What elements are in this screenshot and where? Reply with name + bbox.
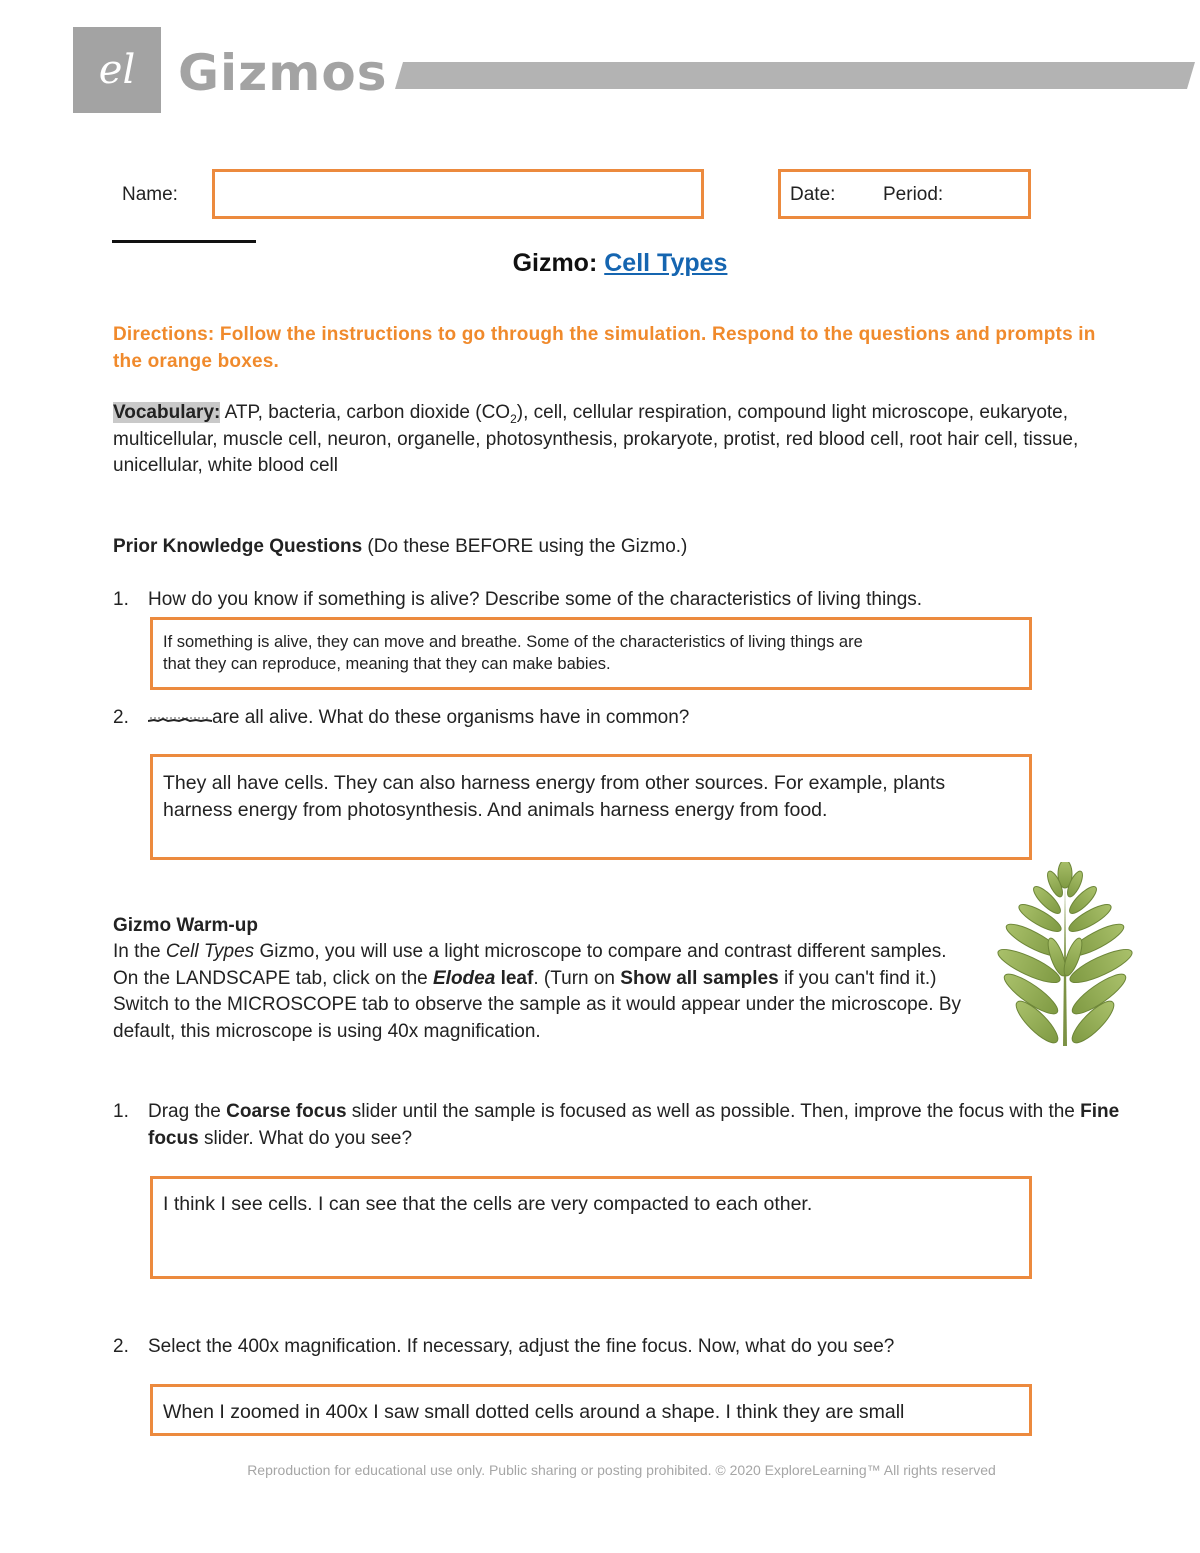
- subscript: 2: [510, 411, 517, 426]
- footer-copyright: Reproduction for educational use only. Public sharing or posting prohibited. © 2020 ExploreLearning™ All rights reserved: [247, 1462, 996, 1478]
- q-bold: Coarse focus: [226, 1101, 347, 1122]
- prior-knowledge-heading: [113, 534, 687, 561]
- intro-italic: Cell Types: [165, 941, 255, 962]
- brand-name: Gizmos: [178, 44, 388, 102]
- question-number: 2.: [113, 707, 129, 728]
- warmup-heading: Gizmo Warm-up: [113, 915, 258, 936]
- name-label: Name:: [122, 184, 178, 205]
- vocabulary-text: ATP, bacteria, carbon dioxide (CO: [220, 402, 511, 423]
- name-field[interactable]: [212, 169, 704, 219]
- answer-text: I think I see cells. I can see that the cells are very compacted to each other.: [163, 1193, 813, 1215]
- prior-heading-bold: Prior Knowledge Questions: [113, 536, 363, 557]
- intro-bold: leaf: [495, 967, 534, 989]
- intro-bold-italic: Elodea: [433, 967, 496, 989]
- q-text: slider until the sample is focused as well as possible. Then, improve the focus with the: [346, 1101, 1081, 1122]
- cell-types-link[interactable]: Cell Types: [604, 249, 728, 277]
- header-bar: [395, 62, 1195, 89]
- answer-box[interactable]: [150, 1176, 1032, 1279]
- vocabulary-label: Vocabulary:: [113, 402, 221, 423]
- date-label: Date:: [790, 184, 836, 205]
- q-text: slider. What do you see?: [198, 1127, 413, 1149]
- answer-box[interactable]: [150, 1384, 1032, 1436]
- logo-mark: el: [98, 47, 136, 93]
- intro-text: . (Turn on: [533, 967, 621, 989]
- question-text: How do you know if something is alive? Describe some of the characteristics of living things.: [148, 589, 923, 610]
- q-bold: Fine focus: [148, 1101, 1120, 1149]
- question-text: Select the 400x magnification. If necessary, adjust the fine focus. Now, what do you see?: [148, 1336, 895, 1357]
- warmup-intro: [113, 939, 973, 1045]
- page-title: [0, 248, 1200, 278]
- q-text: Drag the: [148, 1101, 227, 1122]
- title-prefix: Gizmo:: [512, 249, 598, 277]
- intro-text: In the: [113, 941, 166, 962]
- directions-text: Directions: Follow the instructions to go through the simulation. Respond to the questions and prompts in the orange boxes.: [113, 324, 1096, 372]
- intro-text: Gizmo, you will use a light microscope to compare and contrast different samples. On the LANDSCAPE tab, click on the: [113, 941, 947, 989]
- answer-text: If something is alive, they can move and breathe. Some of the characteristics of living things are that they can reproduce, meaning that they can make babies.: [163, 633, 863, 673]
- intro-text: if you can't find it.) Switch to the MICROSCOPE tab to observe the sample as it would appear under the microscope. By default, this microscope is using 40x magnification.: [113, 967, 962, 1042]
- question-text: [148, 1099, 1138, 1152]
- vocabulary-paragraph: [113, 400, 1133, 480]
- answer-text: When I zoomed in 400x I saw small dotted cells around a shape. I think they are small: [163, 1401, 905, 1423]
- obscured-text-mark: [148, 714, 212, 723]
- divider: [112, 240, 256, 243]
- question-number: 1.: [113, 1101, 129, 1122]
- question-text: are all alive. What do these organisms have in common?: [212, 707, 690, 728]
- question-number: 2.: [113, 1336, 129, 1357]
- vocabulary-text-rest: ), cell, cellular respiration, compound light microscope, eukaryote, multicellular, muscle cell, neuron, organelle, photosynthesis, prokaryote, protist, red blood cell, root hair cell, tissue, unicellular, white blood cell: [113, 402, 1079, 476]
- answer-box[interactable]: [150, 617, 1032, 690]
- elodea-plant-image: [985, 862, 1145, 1046]
- intro-bold: Show all samples: [620, 967, 779, 989]
- period-label: Period:: [883, 184, 944, 205]
- answer-box[interactable]: [150, 754, 1032, 860]
- question-number: 1.: [113, 589, 129, 610]
- answer-text: They all have cells. They can also harness energy from other sources. For example, plants harness energy from photosynthesis. And animals harness energy from food.: [163, 772, 946, 821]
- prior-heading-note: (Do these BEFORE using the Gizmo.): [362, 536, 688, 557]
